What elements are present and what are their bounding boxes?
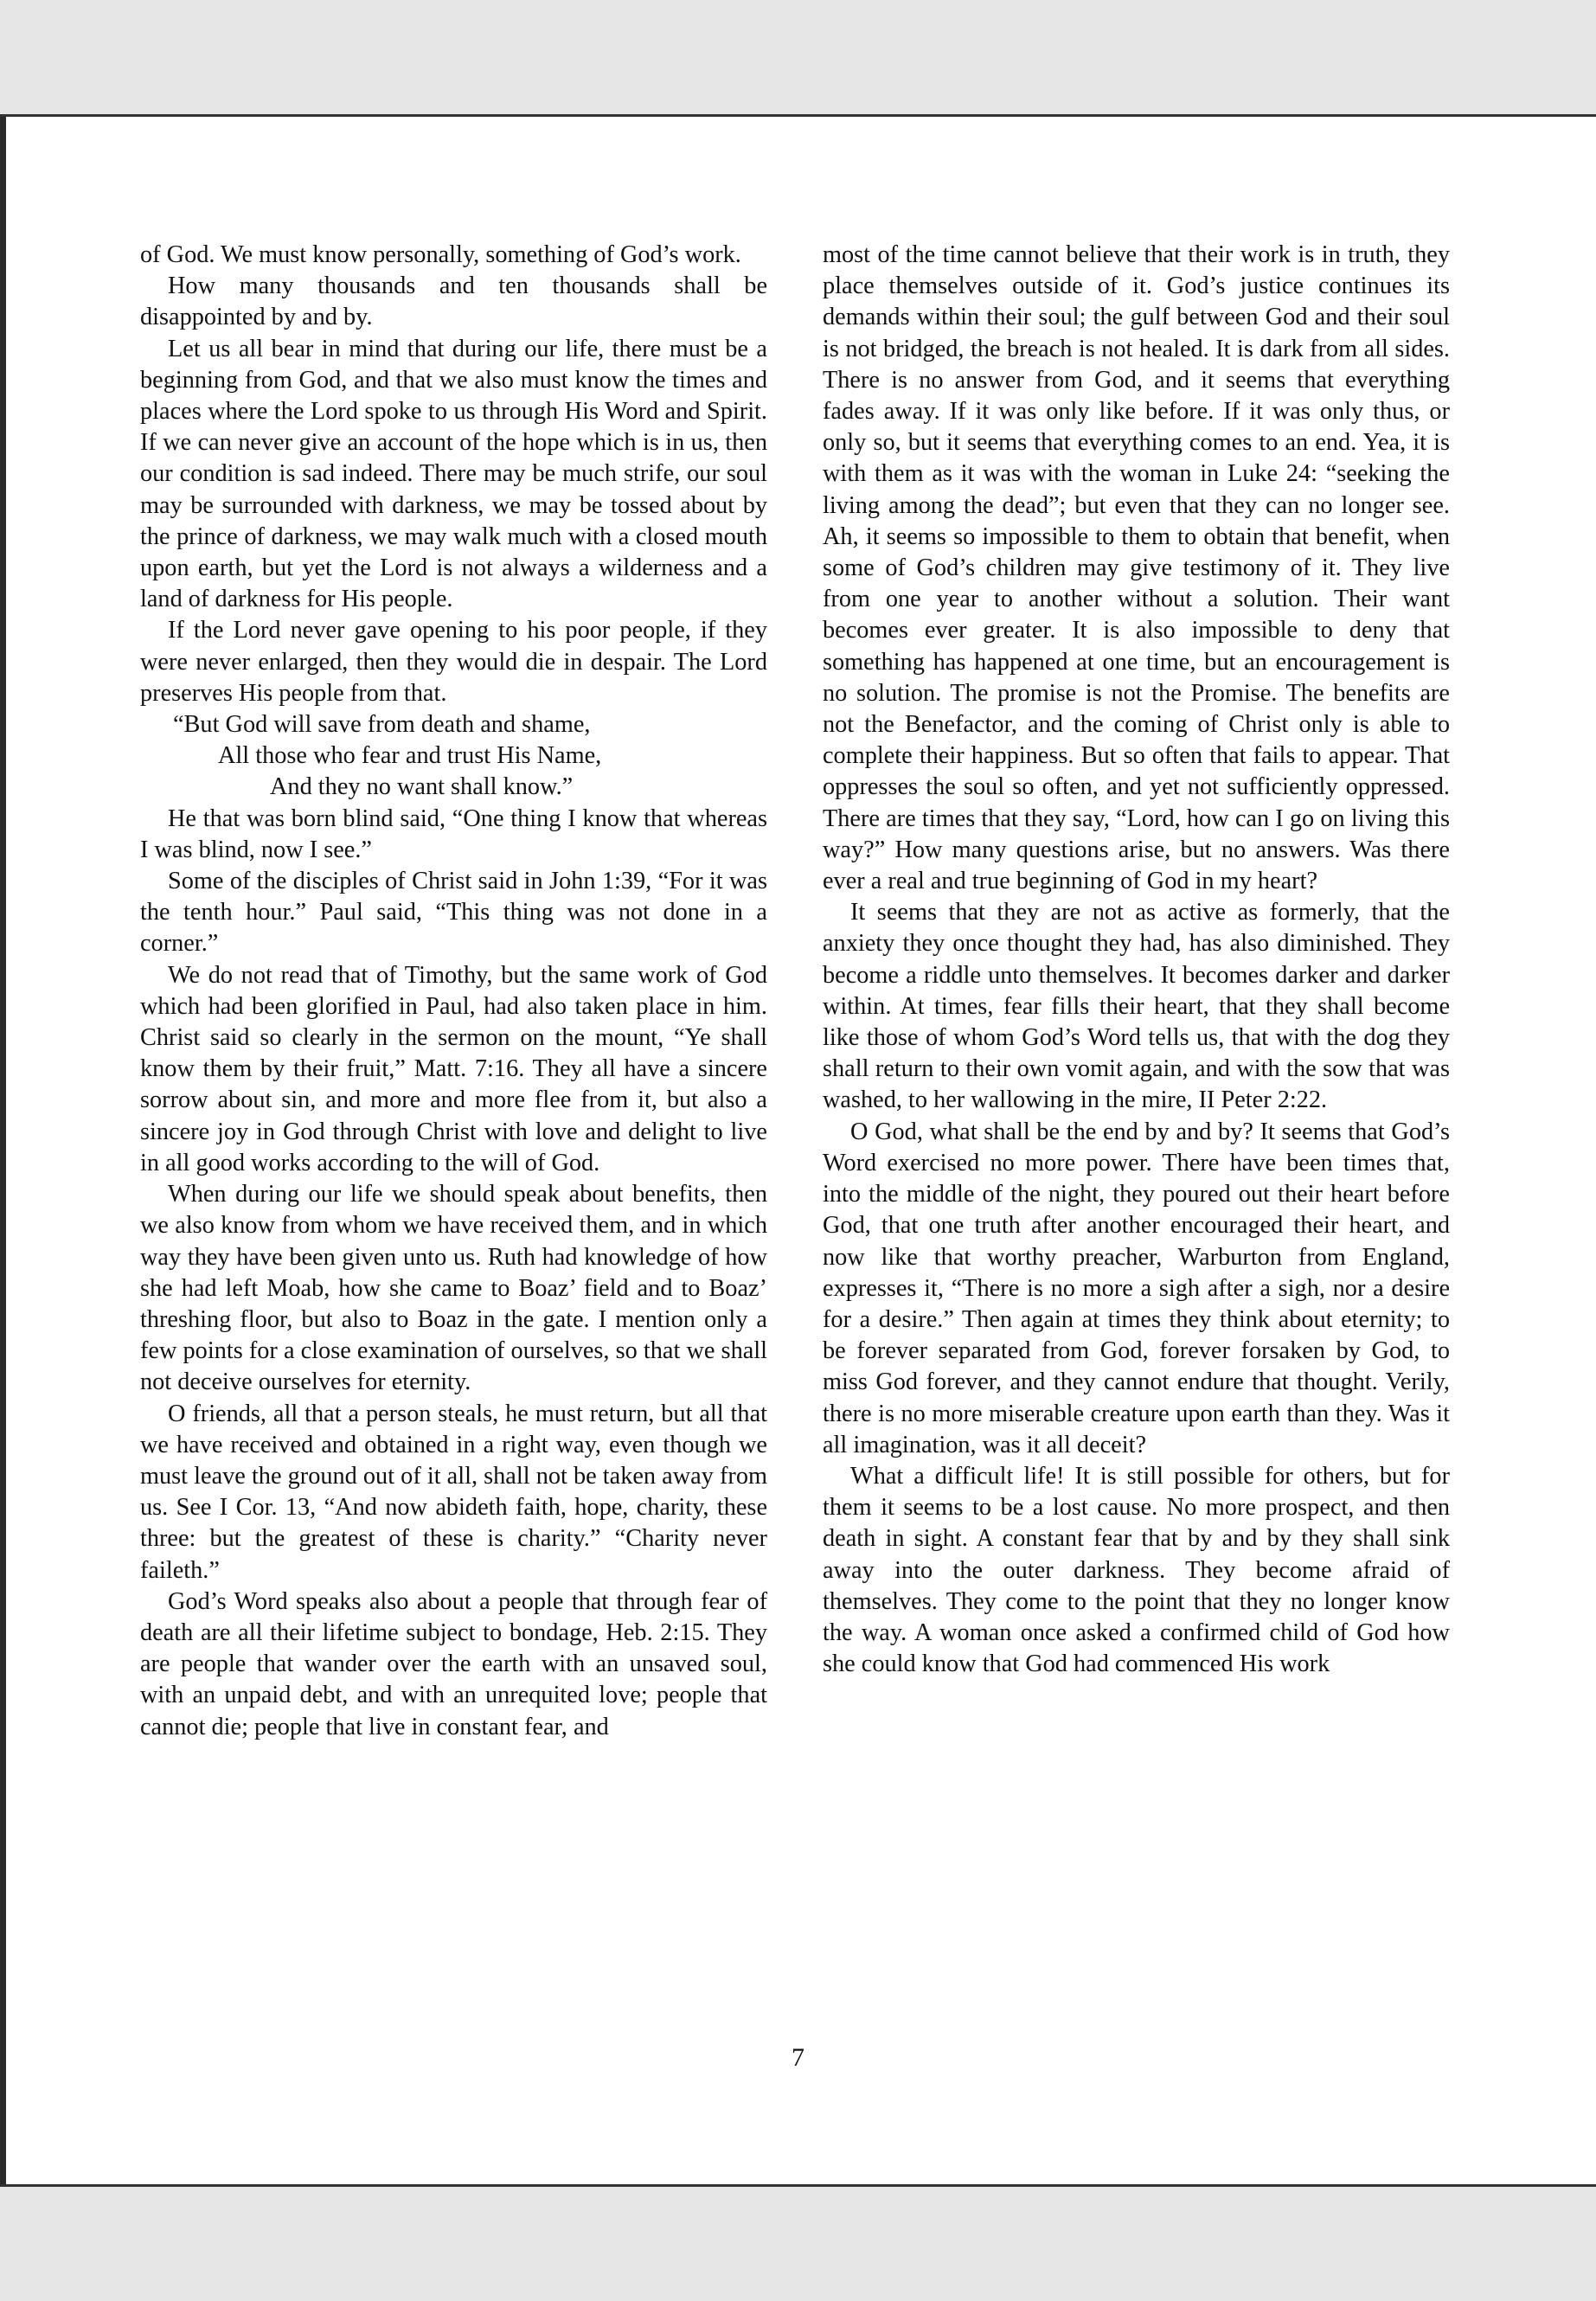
paragraph: If the Lord never gave opening to his poor people, if they were never enlarged, then they would die in despair. The Lord preserves His people from that. <box>140 617 767 707</box>
paragraph: O friends, all that a person steals, he must return, but all that we have received and obtained in a right way, even though we must leave the ground out of it all, shall not be taken away from us. See I Cor. 13, “And now abideth faith, hope, charity, these three: but the greatest of these is charity.” “Charity never faileth.” <box>140 1400 767 1584</box>
page-number: 7 <box>792 2043 804 2072</box>
paragraph: God’s Word speaks also about a people that through fear of death are all their lifetime subject to bondage, Heb. 2:15. They are people that wander over the earth with an unsaved soul, with an unpaid debt, and with an unrequited love; people that cannot die; people that live in constant fear, and <box>140 1587 767 1740</box>
paragraph: Some of the disciples of Christ said in John 1:39, “For it was the tenth hour.” Paul said, “This thing was not done in a corner.” <box>140 868 767 958</box>
paragraph: What a difficult life! It is still possible for others, but for them it seems to be a lost cause. No more prospect, and then death in sight. A constant fear that by and by they shall sink away into the outer darkness. They become afraid of themselves. They come to the point that they no longer know the way. A woman once asked a confirmed child of God how she could know that God had commenced His work <box>823 1462 1450 1678</box>
verse-line: And they no want shall know.” <box>270 773 574 801</box>
paragraph: It seems that they are not as active as formerly, that the anxiety they once thought they had, has also diminished. They become a riddle unto themselves. It becomes darker and darker within. At times, fear fills their heart, that they shall become like those of whom God’s Word tells us, that with the dog they shall return to their own vomit again, and with the sow that was washed, to her wallowing in the mire, II Peter 2:22. <box>823 899 1450 1114</box>
paragraph: He that was born blind said, “One thing I know that whereas I was blind, now I see.” <box>140 804 767 863</box>
paragraph: We do not read that of Timothy, but the same work of God which had been glorified in Paul, had also taken place in him. Christ said so clearly in the sermon on the mount, “Ye shall know them by their fruit,” Matt. 7:16. They all have a sincere sorrow about sin, and more and more flee from it, but also a sincere joy in God through Christ with love and delight to live in all good works according to the will of God. <box>140 961 767 1176</box>
paragraph: most of the time cannot believe that their work is in truth, they place themselves outside of it. God’s justice continues its demands within their soul; the gulf between God and their soul is not bridged, the breach is not healed. It is dark from all sides. There is no answer from God, and it seems that everything fades away. If it was only like before. If it was only thus, or only so, but it seems that everything comes to an end. Yea, it is with them as it was with the woman in Luke 24: “seeking the living among the dead”; but even that they can no longer see. Ah, it seems so impossible to them to obtain that benefit, when some of God’s children may give testimony of it. They live from one year to another without a solution. Their want becomes ever greater. It is also impossible to deny that something has happened at one time, but an encouragement is no solution. The promise is not the Promise. The benefits are not the Benefactor, and the coming of Christ only is able to complete their happiness. But so often that fails to appear. That oppresses the soul so often, and yet not sufficiently oppressed. There are times that they say, “Lord, how can I go on living this way?” How many questions arise, but no answers. Was there ever a real and true beginning of God in my heart? <box>823 241 1450 895</box>
paragraph: of God. We must know personally, something of God’s work. <box>140 241 741 268</box>
verse-line: “But God will save from death and shame, <box>173 711 591 739</box>
left-text-column <box>140 240 767 1743</box>
scan-edge-line-top <box>0 114 1596 117</box>
scan-border-bottom <box>0 2187 1596 2301</box>
paragraph: When during our life we should speak about benefits, then we also know from whom we have received them, and in which way they have been given unto us. Ruth had knowledge of how she had left Moab, how she came to Boaz’ field and to Boaz’ threshing floor, but also to Boaz in the gate. I mention only a few points for a close examination of ourselves, so that we shall not deceive ourselves for eternity. <box>140 1181 767 1396</box>
paragraph: O God, what shall be the end by and by? It seems that God’s Word exercised no more power. There have been times that, into the middle of the night, they poured out their heart before God, that one truth after another encouraged their heart, and now like that worthy preacher, Warburton from England, expresses it, “There is no more a sigh after a sigh, nor a desire for a desire.” Then again at times they think about eternity; to be forever separated from God, forever forsaken by God, to miss God forever, and they cannot endure that thought. Verily, there is no more miserable creature upon earth than they. Was it all imagination, was it all deceit? <box>823 1118 1450 1458</box>
right-text-column <box>823 240 1450 1680</box>
paragraph: Let us all bear in mind that during our life, there must be a beginning from God, and that we also must know the times and places where the Lord spoke to us through His Word and Spirit. If we can never give an account of the hope which is in us, then our condition is sad indeed. There may be much strife, our soul may be surrounded with darkness, we may be tossed about by the prince of darkness, we may walk much with a closed mouth upon earth, but yet the Lord is not always a wilderness and a land of darkness for His people. <box>140 335 767 613</box>
scan-edge-left <box>0 117 6 2184</box>
scan-border-top <box>0 0 1596 114</box>
verse-line: All those who fear and trust His Name, <box>218 742 602 770</box>
paragraph: How many thousands and ten thousands shall be disappointed by and by. <box>140 272 767 331</box>
